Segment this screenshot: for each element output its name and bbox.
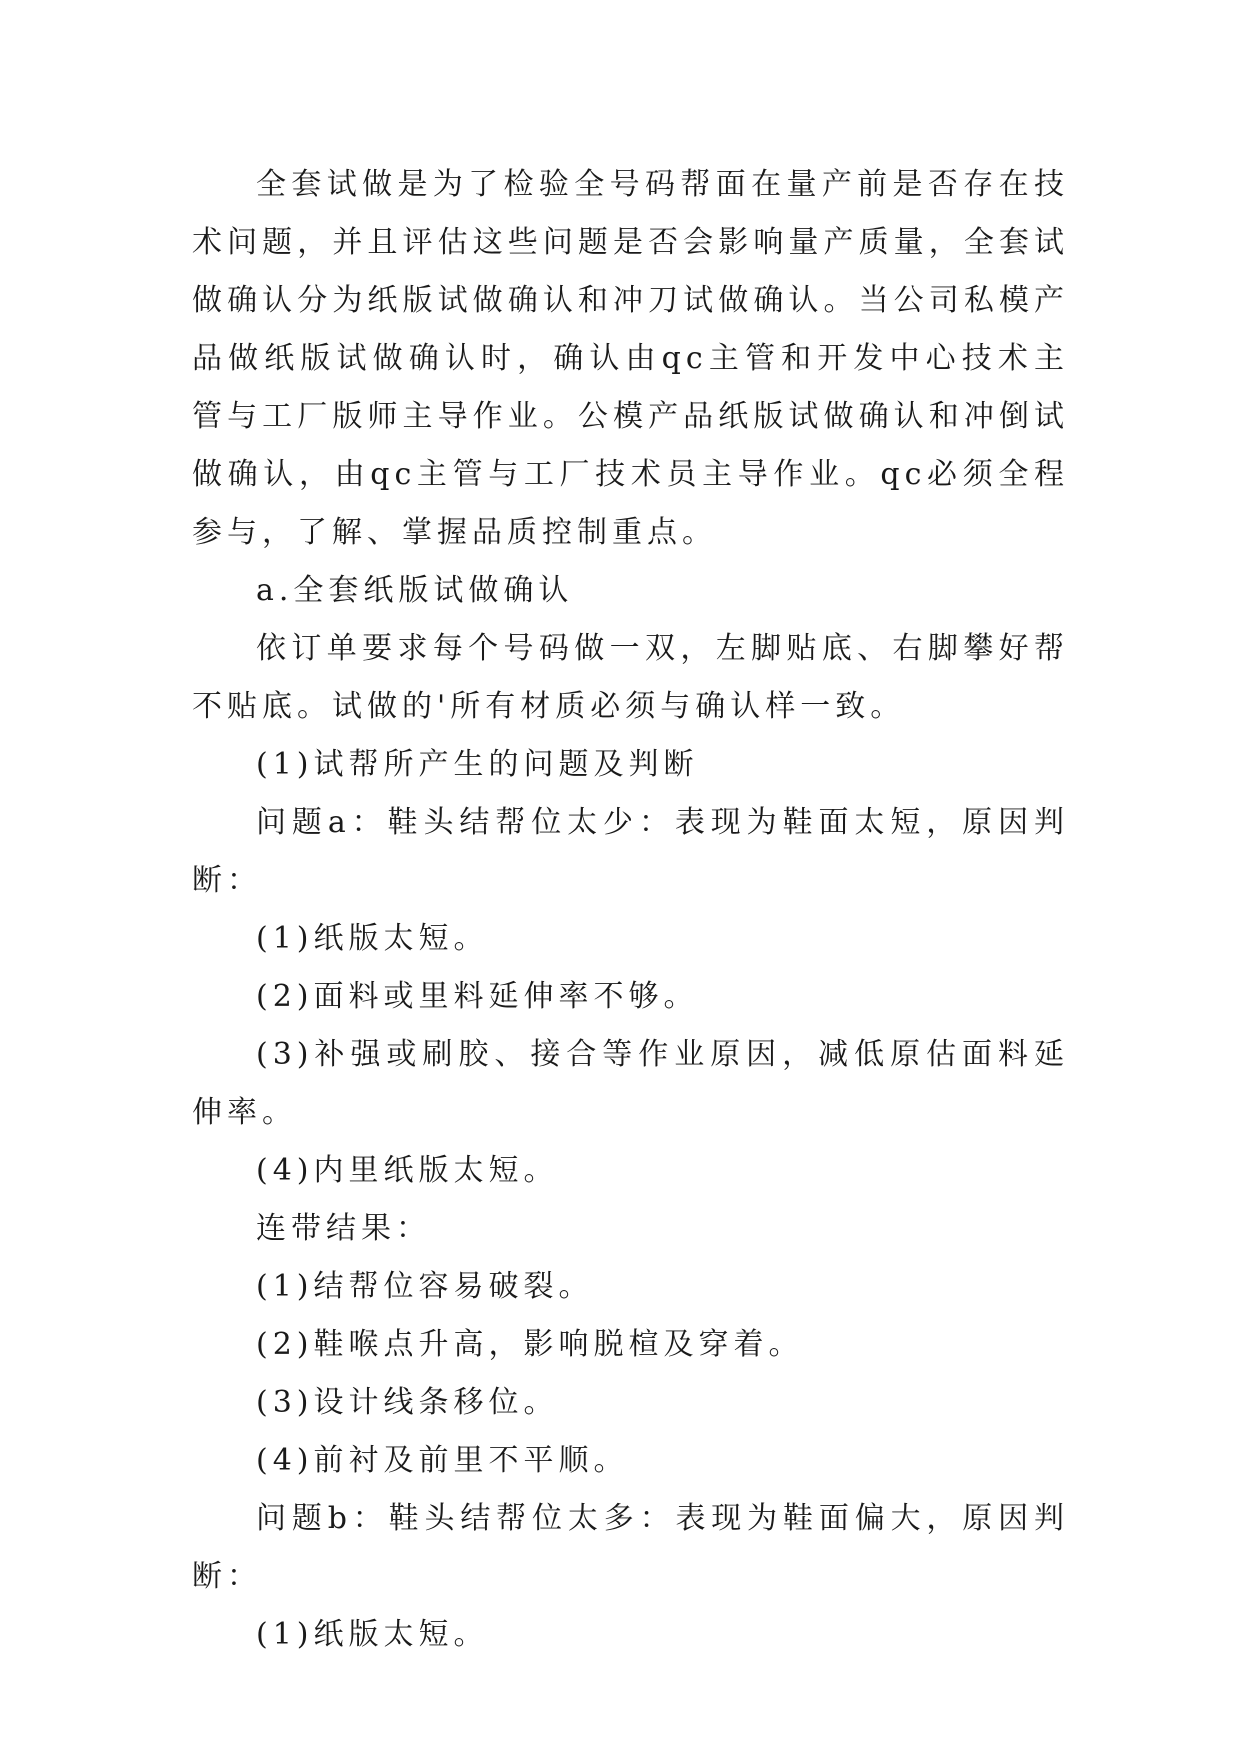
list-item: (3)补强或刷胶、接合等作业原因，减低原估面料延伸率。	[192, 1037, 1069, 1130]
list-item: (1)纸版太短。	[256, 1617, 489, 1652]
consequences-heading: 连带结果：	[256, 1211, 431, 1246]
list-item: (3)设计线条移位。	[256, 1385, 559, 1420]
list-item: (1)结帮位容易破裂。	[256, 1269, 594, 1304]
list-item: (2)面料或里料延伸率不够。	[256, 979, 699, 1014]
problem-a-heading: 问题a：鞋头结帮位太少：表现为鞋面太短，原因判断：	[192, 805, 1069, 898]
problem-b-heading: 问题b：鞋头结帮位太多：表现为鞋面偏大，原因判断：	[192, 1501, 1069, 1594]
paragraph-intro: 全套试做是为了检验全号码帮面在量产前是否存在技术问题，并且评估这些问题是否会影响量产质量，全套试做确认分为纸版试做确认和冲刀试做确认。当公司私模产品做纸版试做确认时，确认由qc主管和开发中心技术主管与工厂版师主导作业。公模产品纸版试做确认和冲倒试做确认，由qc主管与工厂技术员主导作业。qc必须全程参与，了解、掌握品质控制重点。	[192, 167, 1069, 550]
subheading-issues: (1)试帮所产生的问题及判断	[256, 747, 699, 782]
list-item: (4)内里纸版太短。	[256, 1153, 559, 1188]
section-heading-a: a.全套纸版试做确认	[256, 573, 574, 608]
list-item: (1)纸版太短。	[256, 921, 489, 956]
list-item: (4)前衬及前里不平顺。	[256, 1443, 629, 1478]
paragraph-requirement: 依订单要求每个号码做一双，左脚贴底、右脚攀好帮不贴底。试做的'所有材质必须与确认样一致。	[192, 631, 1069, 724]
document-body	[192, 156, 1069, 1664]
list-item: (2)鞋喉点升高，影响脱楦及穿着。	[256, 1327, 804, 1362]
